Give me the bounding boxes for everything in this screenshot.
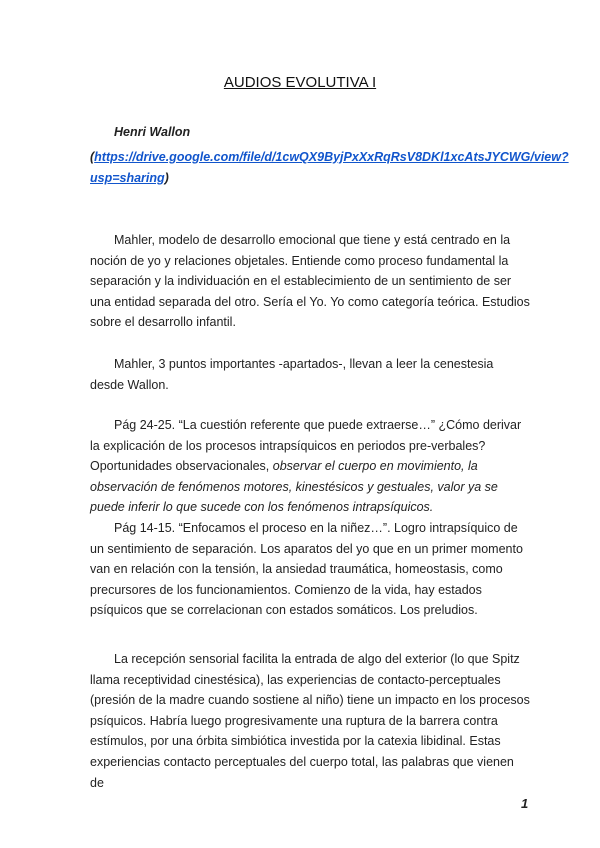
- paragraph-text: Mahler, 3 puntos importantes -apartados-, llevan a leer la cenestesia desde Wallon.: [90, 357, 494, 392]
- paragraph-sensory-reception: [90, 649, 530, 793]
- document-title: AUDIOS EVOLUTIVA I: [223, 74, 377, 91]
- google-drive-link[interactable]: https://drive.google.com/file/d/1cwQX9ByjPxXxRqRsV8DKl1xcAtsJYCWG/view?usp=sharing: [90, 150, 569, 185]
- paragraph-pag-14-15: [90, 518, 530, 621]
- paragraph-text: Pág 14-15. “Enfocamos el proceso en la niñez…”. Logro intrapsíquico de un sentimiento de separación. Los aparatos del yo que en un primer momento van en relación con la tensión, la ansiedad traumática, homeostasis, como precursores de los funcionamientos. Comienzo de la vida, hay estados psíquicos que se correlacionan con estados somáticos. Los preludios.: [90, 521, 523, 618]
- page-number: 1: [521, 796, 529, 811]
- paragraph-italic-text: observar el cuerpo en movimiento, la observación de fenómenos motores, kinestésicos y gestuales, valor ya se puede inferir lo que sucede con los fenómenos intrapsíquicos.: [90, 459, 498, 515]
- paragraph-text: La recepción sensorial facilita la entrada de algo del exterior (lo que Spitz llama receptividad cinestésica), las experiencias de contacto-perceptuales (presión de la madre cuando sostiene al niño) tiene un impacto en los procesos psíquicos. Habría luego progresivamente una ruptura de la barrera contra estímulos, por una órbita simbiótica investida por la catexia libidinal. Estas experiencias contacto perceptuales del cuerpo total, las palabras que vienen de: [90, 652, 530, 790]
- paragraph-mahler-points: [90, 354, 530, 395]
- paragraph-text: Mahler, modelo de desarrollo emocional que tiene y está centrado en la noción de yo y relaciones objetales. Entiende como proceso fundamental la separación y la individuación en el establecimiento de un sentimiento de ser una entidad separada del otro. Sería el Yo. Yo como categoría teórica. Estudios sobre el desarrollo infantil.: [90, 233, 530, 330]
- author-name: Henri Wallon: [114, 125, 191, 139]
- link-open-paren: (: [90, 150, 95, 164]
- source-link-block: [90, 147, 569, 189]
- paragraph-mahler-model: [90, 230, 530, 333]
- paragraph-text: Pág 24-25. “La cuestión referente que puede extraerse…” ¿Cómo derivar la explicación de los procesos intrapsíquicos en periodos pre-verbales? Oportunidades observacionales,: [90, 418, 522, 474]
- paragraph-pag-24-25: [90, 415, 530, 518]
- link-close-paren: ): [164, 171, 169, 185]
